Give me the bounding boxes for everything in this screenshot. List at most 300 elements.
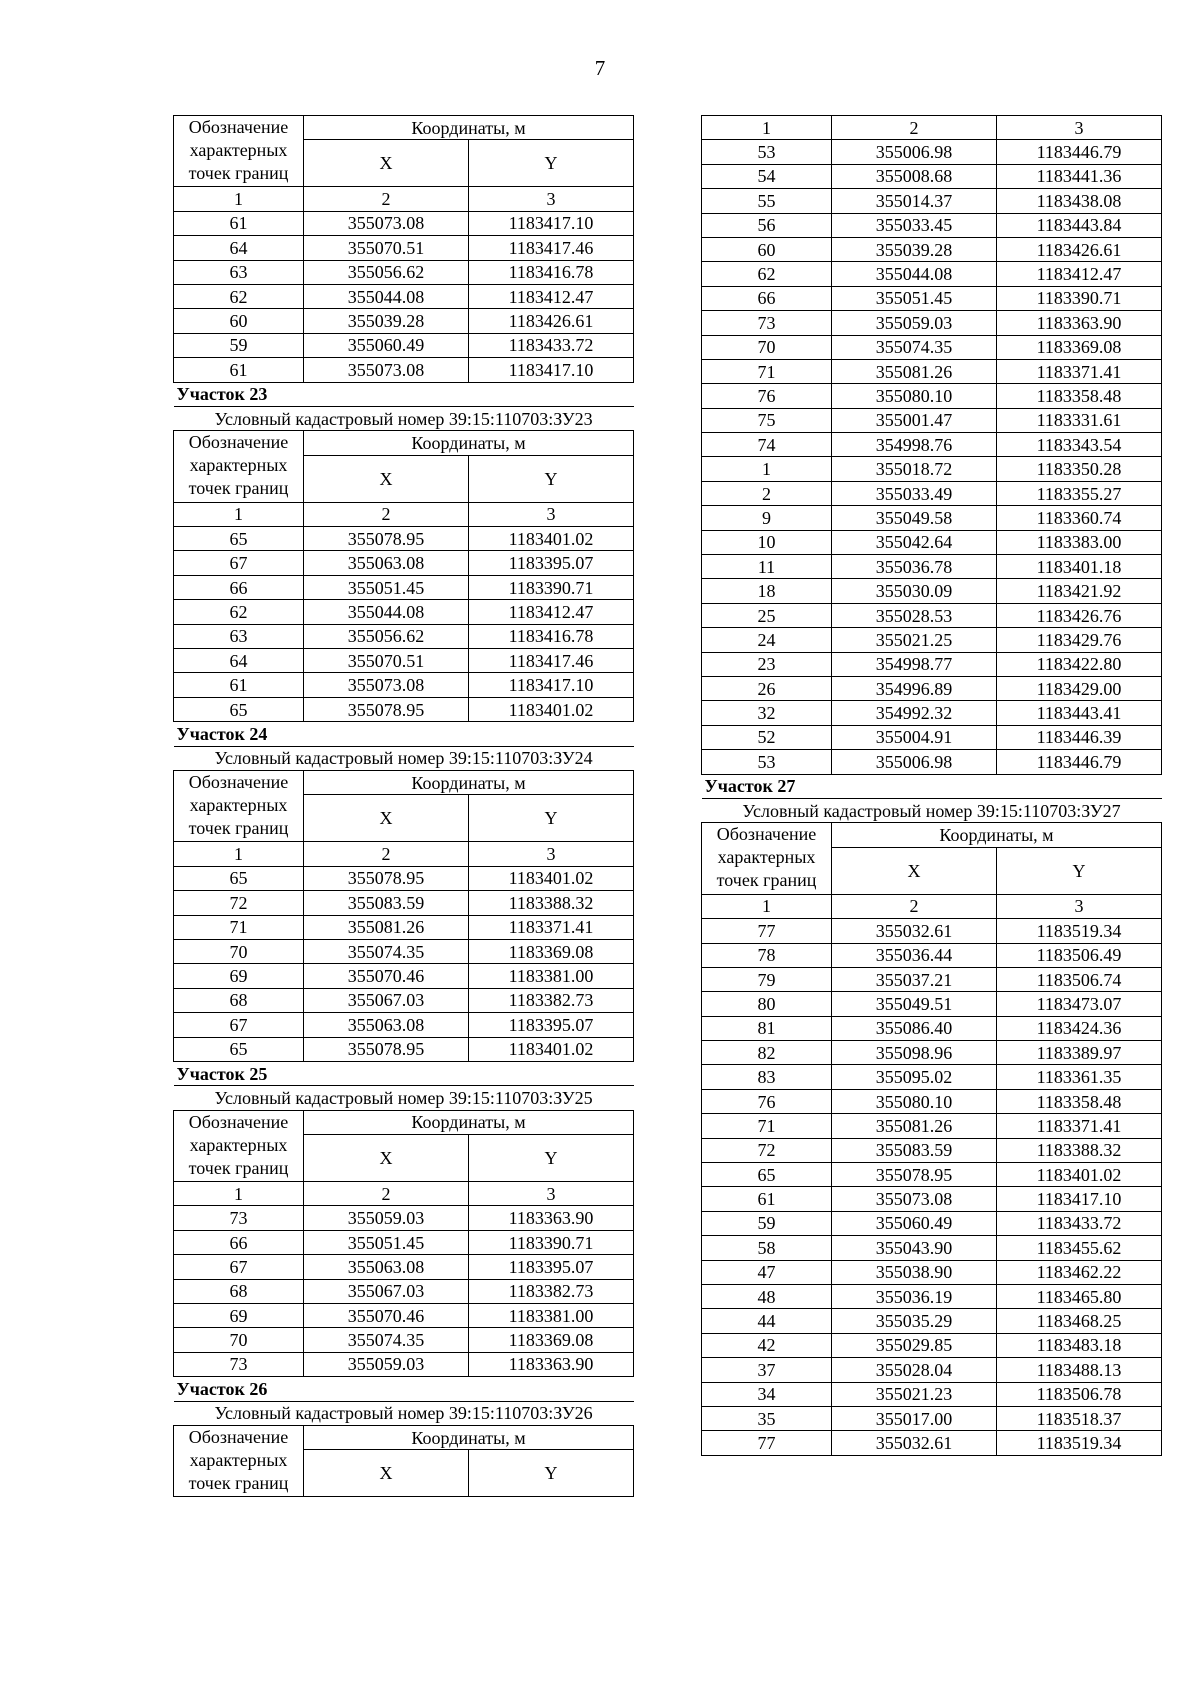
table-row (702, 237, 1162, 261)
point-number-cell: 54 (702, 164, 832, 188)
table-row (702, 701, 1162, 725)
x-coordinate-cell: 355086.40 (832, 1016, 997, 1040)
column-number-2: 2 (304, 187, 469, 211)
x-coordinate-cell: 355063.08 (304, 1013, 469, 1037)
table-row (174, 649, 634, 673)
point-number-cell: 63 (174, 624, 304, 648)
table-row (174, 284, 634, 308)
x-coordinate-cell: 355074.35 (832, 335, 997, 359)
point-number-cell: 48 (702, 1284, 832, 1308)
table-row (174, 939, 634, 963)
y-coordinate-cell: 1183361.35 (997, 1065, 1162, 1089)
table-row (174, 673, 634, 697)
column-number-3: 3 (997, 116, 1162, 140)
cadastral-number-row (174, 1086, 634, 1110)
y-coordinate-cell: 1183446.79 (997, 140, 1162, 164)
table-row (174, 1013, 634, 1037)
x-coordinate-cell: 355036.19 (832, 1284, 997, 1308)
y-coordinate-cell: 1183429.00 (997, 676, 1162, 700)
point-number-cell: 80 (702, 992, 832, 1016)
y-coordinate-cell: 1183519.34 (997, 919, 1162, 943)
section-title-row (702, 774, 1162, 798)
x-coordinate-cell: 355078.95 (304, 1037, 469, 1061)
x-coordinate-cell: 355070.51 (304, 649, 469, 673)
table-row (174, 915, 634, 939)
table-row (702, 311, 1162, 335)
point-number-cell: 66 (702, 286, 832, 310)
x-coordinate-cell: 355083.59 (304, 891, 469, 915)
table-row (702, 1016, 1162, 1040)
table-row (174, 964, 634, 988)
x-coordinate-cell: 355070.46 (304, 1304, 469, 1328)
table-row (702, 506, 1162, 530)
column-number-2: 2 (832, 894, 997, 918)
x-coordinate-cell: 355043.90 (832, 1236, 997, 1260)
table-row (702, 359, 1162, 383)
x-coordinate-cell: 355036.78 (832, 555, 997, 579)
table-row (702, 408, 1162, 432)
point-number-cell: 59 (702, 1211, 832, 1235)
y-coordinate-cell: 1183395.07 (469, 1255, 634, 1279)
x-coordinate-cell: 355037.21 (832, 967, 997, 991)
point-number-cell: 2 (702, 481, 832, 505)
x-coordinate-cell: 355035.29 (832, 1309, 997, 1333)
cadastral-number: Условный кадастровый номер 39:15:110703:ЗУ23 (174, 406, 634, 430)
table-row (702, 1089, 1162, 1113)
point-number-cell: 73 (174, 1206, 304, 1230)
point-number-cell: 47 (702, 1260, 832, 1284)
cadastral-number: Условный кадастровый номер 39:15:110703:ЗУ25 (174, 1086, 634, 1110)
x-coordinate-cell: 355056.62 (304, 624, 469, 648)
y-coordinate-cell: 1183390.71 (997, 286, 1162, 310)
y-coordinate-cell: 1183331.61 (997, 408, 1162, 432)
x-coordinate-cell: 355021.23 (832, 1382, 997, 1406)
y-coordinate-cell: 1183401.02 (469, 866, 634, 890)
point-number-cell: 71 (702, 359, 832, 383)
y-coordinate-cell: 1183371.41 (997, 1114, 1162, 1138)
point-number-cell: 73 (702, 311, 832, 335)
section-title-row (174, 1061, 634, 1085)
column-number-1: 1 (702, 116, 832, 140)
column-number-row (702, 894, 1162, 918)
y-coordinate-cell: 1183382.73 (469, 988, 634, 1012)
point-number-cell: 69 (174, 1304, 304, 1328)
cadastral-number: Условный кадастровый номер 39:15:110703:ЗУ26 (174, 1401, 634, 1425)
table-row (702, 725, 1162, 749)
x-coordinate-cell: 355051.45 (304, 575, 469, 599)
column-number-row (702, 116, 1162, 140)
table-row (174, 1206, 634, 1230)
table-row (174, 866, 634, 890)
column-number-1: 1 (174, 842, 304, 866)
table-row (174, 260, 634, 284)
y-coordinate-cell: 1183417.10 (469, 211, 634, 235)
point-number-cell: 26 (702, 676, 832, 700)
x-coordinate-cell: 355006.98 (832, 750, 997, 774)
table-header-row (174, 770, 634, 794)
y-coordinate-cell: 1183381.00 (469, 964, 634, 988)
point-number-cell: 68 (174, 1279, 304, 1303)
section-title-row (174, 1377, 634, 1401)
point-number-cell: 70 (174, 939, 304, 963)
table-row (174, 358, 634, 382)
table-row (174, 211, 634, 235)
point-number-cell: 70 (702, 335, 832, 359)
table-header-row (174, 431, 634, 455)
point-number-cell: 75 (702, 408, 832, 432)
x-coordinate-cell: 355044.08 (304, 600, 469, 624)
point-number-cell: 70 (174, 1328, 304, 1352)
y-coordinate-cell: 1183426.61 (997, 237, 1162, 261)
table-row (702, 1138, 1162, 1162)
x-coordinate-cell: 355059.03 (304, 1352, 469, 1376)
point-number-cell: 61 (174, 358, 304, 382)
point-number-cell: 32 (702, 701, 832, 725)
y-coordinate-cell: 1183438.08 (997, 189, 1162, 213)
table-header-row (174, 1110, 634, 1134)
y-coordinate-cell: 1183446.79 (997, 750, 1162, 774)
point-number-cell: 44 (702, 1309, 832, 1333)
designation-header: Обозначение характерных точек границ (174, 431, 304, 502)
y-coordinate-cell: 1183401.02 (469, 527, 634, 551)
y-coordinate-cell: 1183369.08 (469, 1328, 634, 1352)
table-row (702, 628, 1162, 652)
x-coordinate-cell: 355073.08 (832, 1187, 997, 1211)
y-coordinate-cell: 1183443.84 (997, 213, 1162, 237)
x-coordinate-cell: 355032.61 (832, 919, 997, 943)
y-coordinate-cell: 1183363.90 (469, 1352, 634, 1376)
y-coordinate-cell: 1183412.47 (469, 600, 634, 624)
y-coordinate-cell: 1183390.71 (469, 1230, 634, 1254)
cadastral-number: Условный кадастровый номер 39:15:110703:ЗУ24 (174, 746, 634, 770)
y-coordinate-cell: 1183506.49 (997, 943, 1162, 967)
right-column (701, 115, 1162, 1456)
point-number-cell: 24 (702, 628, 832, 652)
point-number-cell: 62 (702, 262, 832, 286)
section-title: Участок 25 (174, 1061, 634, 1085)
y-coordinate-cell: 1183433.72 (997, 1211, 1162, 1235)
x-header: X (304, 1135, 469, 1182)
x-coordinate-cell: 355029.85 (832, 1333, 997, 1357)
y-coordinate-cell: 1183416.78 (469, 260, 634, 284)
x-coordinate-cell: 355081.26 (832, 359, 997, 383)
cadastral-number-row (174, 1401, 634, 1425)
y-coordinate-cell: 1183433.72 (469, 333, 634, 357)
point-number-cell: 65 (702, 1163, 832, 1187)
x-coordinate-cell: 355067.03 (304, 988, 469, 1012)
x-coordinate-cell: 355008.68 (832, 164, 997, 188)
table-row (702, 652, 1162, 676)
y-coordinate-cell: 1183417.10 (469, 358, 634, 382)
point-number-cell: 35 (702, 1406, 832, 1430)
left-column (173, 115, 634, 1497)
point-number-cell: 59 (174, 333, 304, 357)
x-coordinate-cell: 355039.28 (304, 309, 469, 333)
x-coordinate-cell: 355030.09 (832, 579, 997, 603)
y-coordinate-cell: 1183363.90 (469, 1206, 634, 1230)
table-row (174, 1255, 634, 1279)
x-coordinate-cell: 354992.32 (832, 701, 997, 725)
y-coordinate-cell: 1183443.41 (997, 701, 1162, 725)
table-row (702, 481, 1162, 505)
table-row (702, 140, 1162, 164)
y-header: Y (469, 795, 634, 842)
table-row (174, 333, 634, 357)
y-coordinate-cell: 1183462.22 (997, 1260, 1162, 1284)
x-coordinate-cell: 355070.46 (304, 964, 469, 988)
table-row (702, 262, 1162, 286)
point-number-cell: 58 (702, 1236, 832, 1260)
point-number-cell: 67 (174, 551, 304, 575)
table-row (174, 891, 634, 915)
table-row (174, 527, 634, 551)
x-coordinate-cell: 355049.58 (832, 506, 997, 530)
table-row (702, 1284, 1162, 1308)
y-coordinate-cell: 1183421.92 (997, 579, 1162, 603)
point-number-cell: 61 (702, 1187, 832, 1211)
point-number-cell: 82 (702, 1041, 832, 1065)
y-coordinate-cell: 1183417.10 (469, 673, 634, 697)
table-row (702, 967, 1162, 991)
point-number-cell: 69 (174, 964, 304, 988)
x-coordinate-cell: 355098.96 (832, 1041, 997, 1065)
table-row (702, 457, 1162, 481)
table-row (702, 530, 1162, 554)
y-coordinate-cell: 1183401.02 (469, 697, 634, 721)
table-row (174, 575, 634, 599)
table-row (702, 919, 1162, 943)
x-coordinate-cell: 355004.91 (832, 725, 997, 749)
x-coordinate-cell: 355051.45 (304, 1230, 469, 1254)
x-coordinate-cell: 355073.08 (304, 358, 469, 382)
table-row (174, 697, 634, 721)
point-number-cell: 71 (702, 1114, 832, 1138)
column-number-1: 1 (702, 894, 832, 918)
table-row (174, 236, 634, 260)
y-coordinate-cell: 1183401.02 (469, 1037, 634, 1061)
point-number-cell: 74 (702, 433, 832, 457)
y-coordinate-cell: 1183395.07 (469, 1013, 634, 1037)
x-coordinate-cell: 355081.26 (832, 1114, 997, 1138)
coordinates-header: Координаты, м (832, 823, 1162, 847)
point-number-cell: 60 (174, 309, 304, 333)
column-number-2: 2 (304, 502, 469, 526)
y-coordinate-cell: 1183416.78 (469, 624, 634, 648)
y-coordinate-cell: 1183506.78 (997, 1382, 1162, 1406)
y-coordinate-cell: 1183441.36 (997, 164, 1162, 188)
point-number-cell: 18 (702, 579, 832, 603)
point-number-cell: 60 (702, 237, 832, 261)
table-row (174, 1328, 634, 1352)
table-row (702, 992, 1162, 1016)
x-coordinate-cell: 355018.72 (832, 457, 997, 481)
x-coordinate-cell: 355049.51 (832, 992, 997, 1016)
x-coordinate-cell: 355060.49 (832, 1211, 997, 1235)
table-row (702, 1236, 1162, 1260)
point-number-cell: 72 (702, 1138, 832, 1162)
table-row (174, 1037, 634, 1061)
table-row (702, 213, 1162, 237)
x-coordinate-cell: 355033.45 (832, 213, 997, 237)
x-coordinate-cell: 355033.49 (832, 481, 997, 505)
x-coordinate-cell: 355039.28 (832, 237, 997, 261)
table-header-row (702, 823, 1162, 847)
y-coordinate-cell: 1183519.34 (997, 1431, 1162, 1455)
column-number-row (174, 1182, 634, 1206)
point-number-cell: 83 (702, 1065, 832, 1089)
point-number-cell: 78 (702, 943, 832, 967)
x-coordinate-cell: 355060.49 (304, 333, 469, 357)
point-number-cell: 11 (702, 555, 832, 579)
column-number-row (174, 842, 634, 866)
point-number-cell: 52 (702, 725, 832, 749)
y-coordinate-cell: 1183417.10 (997, 1187, 1162, 1211)
column-number-1: 1 (174, 187, 304, 211)
table-row (702, 943, 1162, 967)
y-header: Y (469, 140, 634, 187)
x-coordinate-cell: 354996.89 (832, 676, 997, 700)
section-title: Участок 27 (702, 774, 1162, 798)
table-row (174, 309, 634, 333)
point-number-cell: 64 (174, 236, 304, 260)
section-title: Участок 24 (174, 722, 634, 746)
x-coordinate-cell: 355078.95 (832, 1163, 997, 1187)
table-row (702, 1406, 1162, 1430)
y-coordinate-cell: 1183518.37 (997, 1406, 1162, 1430)
table-row (702, 1163, 1162, 1187)
designation-header: Обозначение характерных точек границ (174, 770, 304, 841)
column-number-1: 1 (174, 502, 304, 526)
table-row (702, 750, 1162, 774)
y-coordinate-cell: 1183412.47 (469, 284, 634, 308)
x-coordinate-cell: 355044.08 (304, 284, 469, 308)
table-header-row (174, 116, 634, 140)
section-title-row (174, 722, 634, 746)
y-coordinate-cell: 1183483.18 (997, 1333, 1162, 1357)
point-number-cell: 66 (174, 1230, 304, 1254)
table-row (702, 1041, 1162, 1065)
coordinates-header: Координаты, м (304, 770, 634, 794)
point-number-cell: 64 (174, 649, 304, 673)
y-coordinate-cell: 1183360.74 (997, 506, 1162, 530)
y-coordinate-cell: 1183465.80 (997, 1284, 1162, 1308)
cadastral-number-row (174, 746, 634, 770)
point-number-cell: 76 (702, 1089, 832, 1113)
y-coordinate-cell: 1183401.18 (997, 555, 1162, 579)
y-header: Y (469, 455, 634, 502)
x-coordinate-cell: 354998.77 (832, 652, 997, 676)
point-number-cell: 65 (174, 697, 304, 721)
y-coordinate-cell: 1183369.08 (469, 939, 634, 963)
x-coordinate-cell: 355017.00 (832, 1406, 997, 1430)
section-title: Участок 26 (174, 1377, 634, 1401)
section-title-row (174, 382, 634, 406)
table-row (702, 1260, 1162, 1284)
table-row (174, 1279, 634, 1303)
designation-header: Обозначение характерных точек границ (174, 116, 304, 187)
point-number-cell: 10 (702, 530, 832, 554)
point-number-cell: 81 (702, 1016, 832, 1040)
x-coordinate-cell: 355028.53 (832, 603, 997, 627)
table-row (702, 603, 1162, 627)
table-row (702, 1065, 1162, 1089)
x-coordinate-cell: 355080.10 (832, 1089, 997, 1113)
point-number-cell: 77 (702, 1431, 832, 1455)
x-coordinate-cell: 355080.10 (832, 384, 997, 408)
point-number-cell: 42 (702, 1333, 832, 1357)
column-number-3: 3 (469, 842, 634, 866)
y-coordinate-cell: 1183426.61 (469, 309, 634, 333)
y-coordinate-cell: 1183488.13 (997, 1358, 1162, 1382)
point-number-cell: 65 (174, 527, 304, 551)
y-coordinate-cell: 1183455.62 (997, 1236, 1162, 1260)
x-header: X (304, 795, 469, 842)
point-number-cell: 77 (702, 919, 832, 943)
table-row (702, 555, 1162, 579)
table-row (702, 1382, 1162, 1406)
y-coordinate-cell: 1183388.32 (469, 891, 634, 915)
y-coordinate-cell: 1183395.07 (469, 551, 634, 575)
designation-header: Обозначение характерных точек границ (702, 823, 832, 894)
x-coordinate-cell: 355044.08 (832, 262, 997, 286)
point-number-cell: 34 (702, 1382, 832, 1406)
x-header: X (832, 847, 997, 894)
y-coordinate-cell: 1183426.76 (997, 603, 1162, 627)
point-number-cell: 67 (174, 1255, 304, 1279)
y-coordinate-cell: 1183350.28 (997, 457, 1162, 481)
table-row (174, 1352, 634, 1376)
y-coordinate-cell: 1183358.48 (997, 384, 1162, 408)
y-coordinate-cell: 1183371.41 (997, 359, 1162, 383)
point-number-cell: 61 (174, 673, 304, 697)
x-header: X (304, 455, 469, 502)
x-coordinate-cell: 355070.51 (304, 236, 469, 260)
y-header: Y (469, 1135, 634, 1182)
column-number-3: 3 (469, 1182, 634, 1206)
point-number-cell: 65 (174, 866, 304, 890)
point-number-cell: 37 (702, 1358, 832, 1382)
x-coordinate-cell: 355078.95 (304, 697, 469, 721)
y-coordinate-cell: 1183446.39 (997, 725, 1162, 749)
right-coordinates-table (701, 115, 1162, 1456)
x-coordinate-cell: 355078.95 (304, 866, 469, 890)
point-number-cell: 62 (174, 600, 304, 624)
x-coordinate-cell: 355063.08 (304, 1255, 469, 1279)
table-row (702, 384, 1162, 408)
y-coordinate-cell: 1183390.71 (469, 575, 634, 599)
point-number-cell: 1 (702, 457, 832, 481)
y-coordinate-cell: 1183468.25 (997, 1309, 1162, 1333)
y-coordinate-cell: 1183383.00 (997, 530, 1162, 554)
table-row (702, 286, 1162, 310)
point-number-cell: 71 (174, 915, 304, 939)
x-coordinate-cell: 355042.64 (832, 530, 997, 554)
y-coordinate-cell: 1183363.90 (997, 311, 1162, 335)
y-coordinate-cell: 1183382.73 (469, 1279, 634, 1303)
column-number-1: 1 (174, 1182, 304, 1206)
column-number-row (174, 187, 634, 211)
point-number-cell: 67 (174, 1013, 304, 1037)
y-coordinate-cell: 1183343.54 (997, 433, 1162, 457)
point-number-cell: 25 (702, 603, 832, 627)
table-row (174, 1230, 634, 1254)
table-row (174, 600, 634, 624)
column-number-2: 2 (832, 116, 997, 140)
x-coordinate-cell: 355021.25 (832, 628, 997, 652)
table-row (702, 1309, 1162, 1333)
x-coordinate-cell: 355036.44 (832, 943, 997, 967)
table-row (702, 579, 1162, 603)
